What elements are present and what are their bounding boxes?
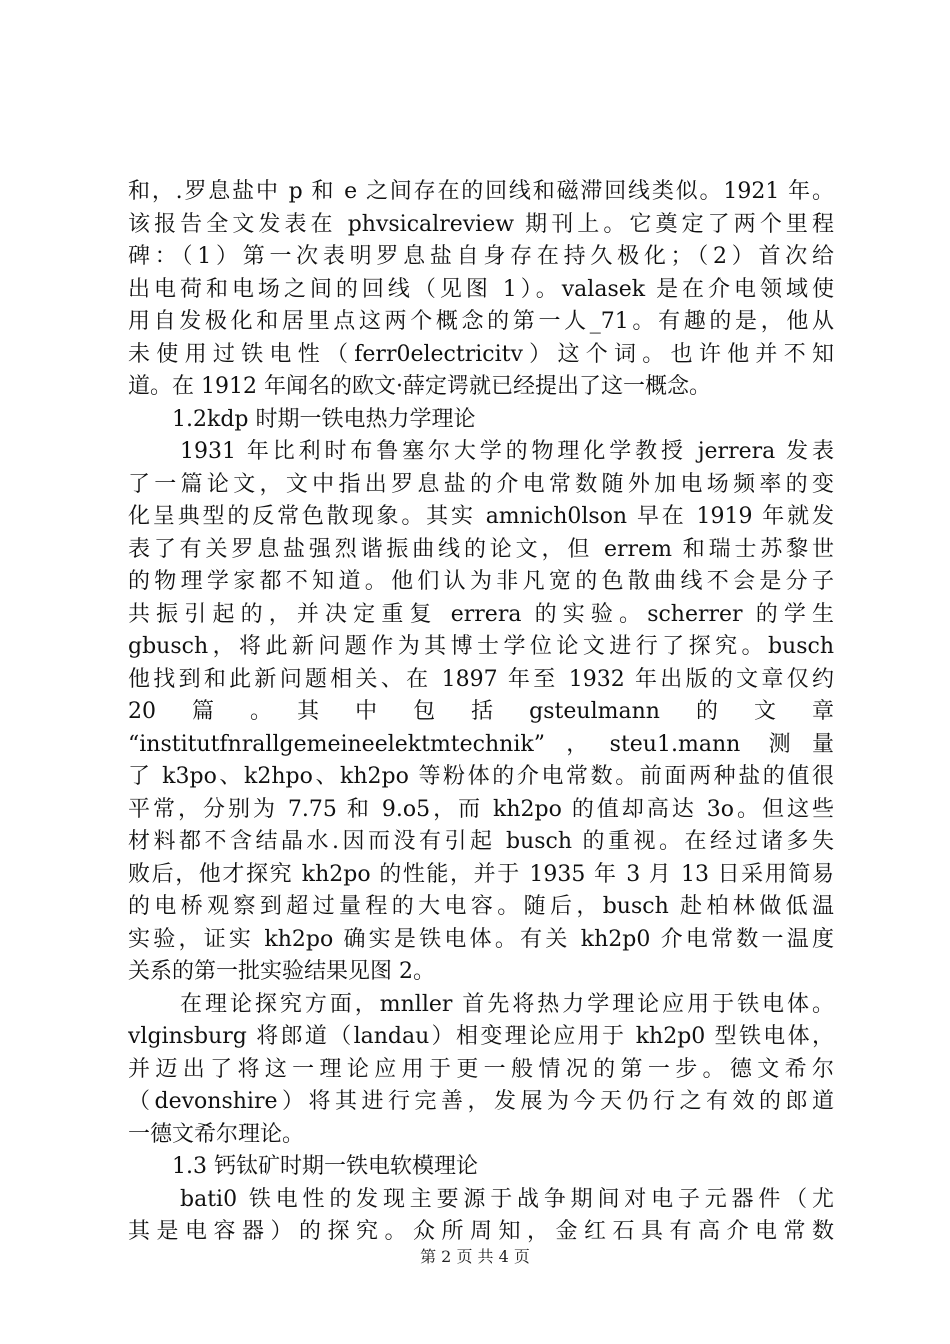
document-body bbox=[128, 176, 834, 1249]
text-line: 出电荷和电场之间的回线（见图 1）。valasek 是在介电领域使 bbox=[128, 276, 834, 302]
text-line: gbusch，将此新问题作为其博士学位论文进行了探究。busch bbox=[128, 634, 834, 659]
text-line: 20 篇 。 其 中 包 括 gsteulmann 的 文 章 bbox=[128, 699, 834, 724]
text-line: 共振引起的，并决定重复 errera 的实验。scherrer 的学生 bbox=[128, 601, 834, 627]
text-line: 平常，分别为 7.75 和 9.o5，而 kh2po 的值却高达 3o。但这些 bbox=[128, 796, 834, 822]
text-line: 了一篇论文，文中指出罗息盐的介电常数随外加电场频率的变 bbox=[128, 471, 834, 497]
section-heading: 1.3 钙钛矿时期一铁电软模理论 bbox=[172, 1154, 478, 1179]
text-line: “institutfnrallgemeineelektmtechnik”，steu1.mann 测量 bbox=[128, 731, 834, 757]
text-line: vlginsburg 将郎道（landau）相变理论应用于 kh2p0 型铁电体， bbox=[128, 1024, 834, 1049]
text-line: 并迈出了将这一理论应用于更一般情况的第一步。德文希尔 bbox=[128, 1056, 834, 1082]
text-line: 该报告全文发表在 phvsicalreview 期刊上。它奠定了两个里程 bbox=[128, 211, 834, 237]
text-line: 的电桥观察到超过量程的大电容。随后，busch 赴柏林做低温 bbox=[128, 894, 834, 919]
text-line: 道。在 1912 年闻名的欧文·薛定谔就已经提出了这一概念。 bbox=[128, 374, 711, 399]
text-line: 和，.罗息盐中 p 和 e 之间存在的回线和磁滞回线类似。1921 年。 bbox=[128, 179, 834, 204]
text-line: 化呈典型的反常色散现象。其实 amnich0lson 早在 1919 年就发 bbox=[128, 504, 834, 529]
section-heading: 1.2kdp 时期一铁电热力学理论 bbox=[172, 406, 476, 432]
text-line: 碑：（1）第一次表明罗息盐自身存在持久极化；（2）首次给 bbox=[128, 244, 834, 269]
text-line: （devonshire）将其进行完善，发展为今天仍行之有效的郎道 bbox=[128, 1089, 834, 1114]
text-line: 一德文希尔理论。 bbox=[128, 1121, 305, 1147]
text-line: 他找到和此新问题相关、在 1897 年至 1932 年出版的文章仅约 bbox=[128, 666, 834, 692]
text-line: 材料都不含结晶水.因而没有引起 busch 的重视。在经过诸多失 bbox=[128, 829, 834, 854]
text-line: 表了有关罗息盐强烈谐振曲线的论文，但 errem 和瑞士苏黎世 bbox=[128, 536, 834, 562]
text-line: 了 k3po、k2hpo、kh2po 等粉体的介电常数。前面两种盐的值很 bbox=[128, 764, 834, 789]
text-line: 1931 年比利时布鲁塞尔大学的物理化学教授 jerrera 发表 bbox=[180, 439, 834, 464]
text-line: 未使用过铁电性（ferr0electricitv）这个词。也许他并不知 bbox=[128, 341, 834, 367]
text-line: bati0 铁电性的发现主要源于战争期间对电子元器件（尤 bbox=[180, 1186, 834, 1212]
text-line: 其是电容器）的探究。众所周知，金红石具有高介电常数 bbox=[128, 1219, 834, 1244]
page-footer: 第 2 页 共 4 页 bbox=[420, 1247, 530, 1266]
text-line: 在理论探究方面，mnller 首先将热力学理论应用于铁电体。 bbox=[180, 991, 834, 1017]
text-line: 用自发极化和居里点这两个概念的第一人_71。有趣的是，他从 bbox=[128, 309, 834, 334]
text-line: 实验，证实 kh2po 确实是铁电体。有关 kh2p0 介电常数一温度 bbox=[128, 926, 834, 952]
text-line: 关系的第一批实验结果见图 2。 bbox=[128, 959, 435, 984]
text-line: 败后，他才探究 kh2po 的性能，并于 1935 年 3 月 13 日采用简易 bbox=[128, 861, 834, 887]
text-line: 的物理学家都不知道。他们认为非凡宽的色散曲线不会是分子 bbox=[128, 569, 834, 594]
